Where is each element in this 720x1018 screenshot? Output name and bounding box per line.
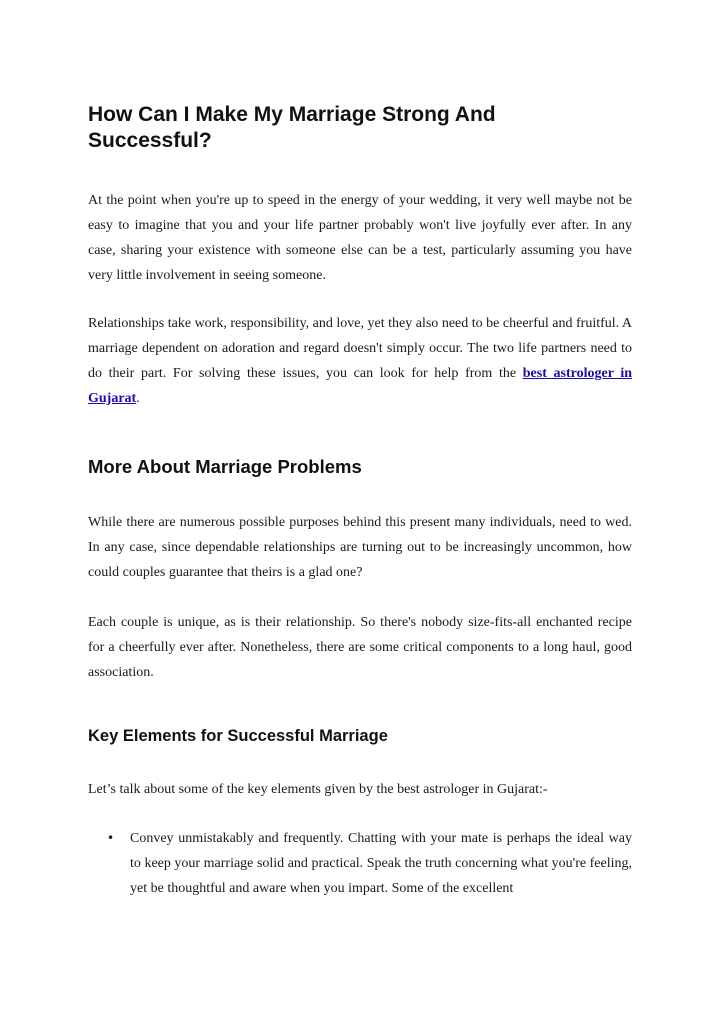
intro-paragraph: At the point when you're up to speed in the energy of your wedding, it very well maybe not be easy to imagine that you and your life partner probably won't live joyfully ever after. In any case, sharing your existence with someone else can be a test, particularly assuming you have very little involvement in seeing someone. xyxy=(88,193,632,283)
list-item xyxy=(88,826,632,901)
section-heading-more: More About Marriage Problems xyxy=(88,456,362,477)
key-elements-intro: Let’s talk about some of the key elements given by the best astrologer in Gujarat:- xyxy=(88,782,548,797)
page-title: How Can I Make My Marriage Strong And Successful? xyxy=(88,103,496,152)
unique-couple-paragraph: Each couple is unique, as is their relationship. So there's nobody size-fits-all enchanted recipe for a cheerfully ever after. Nonetheless, there are some critical components to a long haul, good association. xyxy=(88,615,632,680)
marriage-problems-paragraph: While there are numerous possible purposes behind this present many individuals, need to wed. In any case, since dependable relationships are turning out to be increasingly uncommon, how could couples guarantee that theirs is a glad one? xyxy=(88,515,632,580)
section-heading-key-elements: Key Elements for Successful Marriage xyxy=(88,727,388,745)
relationships-paragraph xyxy=(88,311,632,411)
list-item-text: Convey unmistakably and frequently. Chatting with your mate is perhaps the ideal way to keep your marriage solid and practical. Speak the truth concerning what you're feeling, yet be thoughtful and aware when you impart. Some of the excellent xyxy=(130,831,632,896)
best-astrologer-link[interactable]: best astrologer in Gujarat xyxy=(88,366,633,406)
bullet-icon: • xyxy=(107,831,115,845)
relationships-text: Relationships take work, responsibility, and love, yet they also need to be cheerful and fruitful. A marriage dependent on adoration and regard doesn't simply occur. The two life partners need to do their part. For solving these issues, you can look for help from the xyxy=(88,316,632,381)
key-elements-list xyxy=(88,826,632,901)
relationships-text-end: . xyxy=(136,391,140,406)
